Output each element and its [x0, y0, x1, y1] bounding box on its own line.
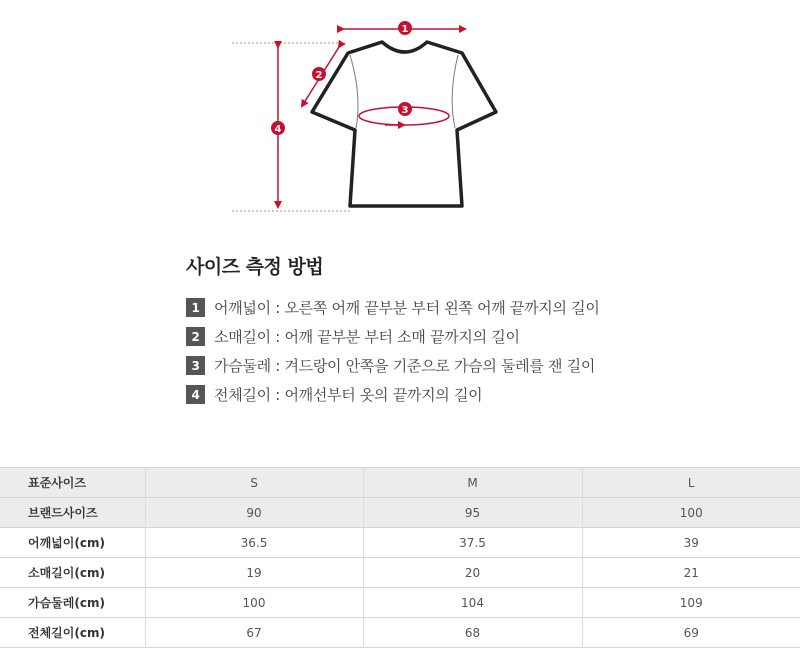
row-header: 전체길이(cm) — [0, 618, 145, 648]
table-cell: 19 — [145, 558, 363, 588]
marker-3: 3 — [401, 105, 409, 116]
table-cell: M — [363, 468, 582, 498]
guide-item-sleeve — [186, 322, 686, 351]
table-cell: 90 — [145, 498, 363, 528]
guide-text: 가슴둘레 : 겨드랑이 안쪽을 기준으로 가슴의 둘레를 잰 길이 — [214, 357, 596, 375]
size-table — [0, 467, 800, 648]
table-cell: 36.5 — [145, 528, 363, 558]
guide-item-length — [186, 380, 686, 409]
table-cell: S — [145, 468, 363, 498]
table-cell: 100 — [582, 498, 800, 528]
table-cell: 69 — [582, 618, 800, 648]
guide-text: 어깨넓이 : 오른쪽 어깨 끝부분 부터 왼쪽 어깨 끝까지의 길이 — [214, 299, 600, 317]
table-cell: 37.5 — [363, 528, 582, 558]
guide-text: 소매길이 : 어깨 끝부분 부터 소매 끝까지의 길이 — [214, 328, 520, 346]
guide-item-chest — [186, 351, 686, 380]
guide-title: 사이즈 측정 방법 — [186, 256, 324, 278]
table-cell: 21 — [582, 558, 800, 588]
measurement-guide — [186, 252, 686, 409]
guide-text: 전체길이 : 어깨선부터 옷의 끝까지의 길이 — [214, 386, 483, 404]
number-badge: 4 — [186, 385, 205, 404]
table-row-standard-size — [0, 468, 800, 498]
guide-item-shoulder — [186, 293, 686, 322]
table-row-length — [0, 618, 800, 648]
marker-4: 4 — [274, 124, 282, 135]
table-cell: 67 — [145, 618, 363, 648]
row-header: 어깨넓이(cm) — [0, 528, 145, 558]
number-badge: 1 — [186, 298, 205, 317]
table-cell: 68 — [363, 618, 582, 648]
number-badge: 3 — [186, 356, 205, 375]
table-row-chest — [0, 588, 800, 618]
row-header: 표준사이즈 — [0, 468, 145, 498]
row-header: 브랜드사이즈 — [0, 498, 145, 528]
table-cell: 20 — [363, 558, 582, 588]
row-header: 소매길이(cm) — [0, 558, 145, 588]
marker-2: 2 — [315, 70, 323, 81]
table-cell: 104 — [363, 588, 582, 618]
tshirt-measurement-diagram — [0, 0, 800, 230]
table-cell: 100 — [145, 588, 363, 618]
row-header: 가슴둘레(cm) — [0, 588, 145, 618]
tshirt-icon — [312, 42, 496, 206]
table-row-sleeve — [0, 558, 800, 588]
number-badge: 2 — [186, 327, 205, 346]
table-row-shoulder — [0, 528, 800, 558]
table-cell: 109 — [582, 588, 800, 618]
marker-1: 1 — [401, 24, 409, 35]
table-cell: 95 — [363, 498, 582, 528]
table-cell: 39 — [582, 528, 800, 558]
table-cell: L — [582, 468, 800, 498]
table-row-brand-size — [0, 498, 800, 528]
